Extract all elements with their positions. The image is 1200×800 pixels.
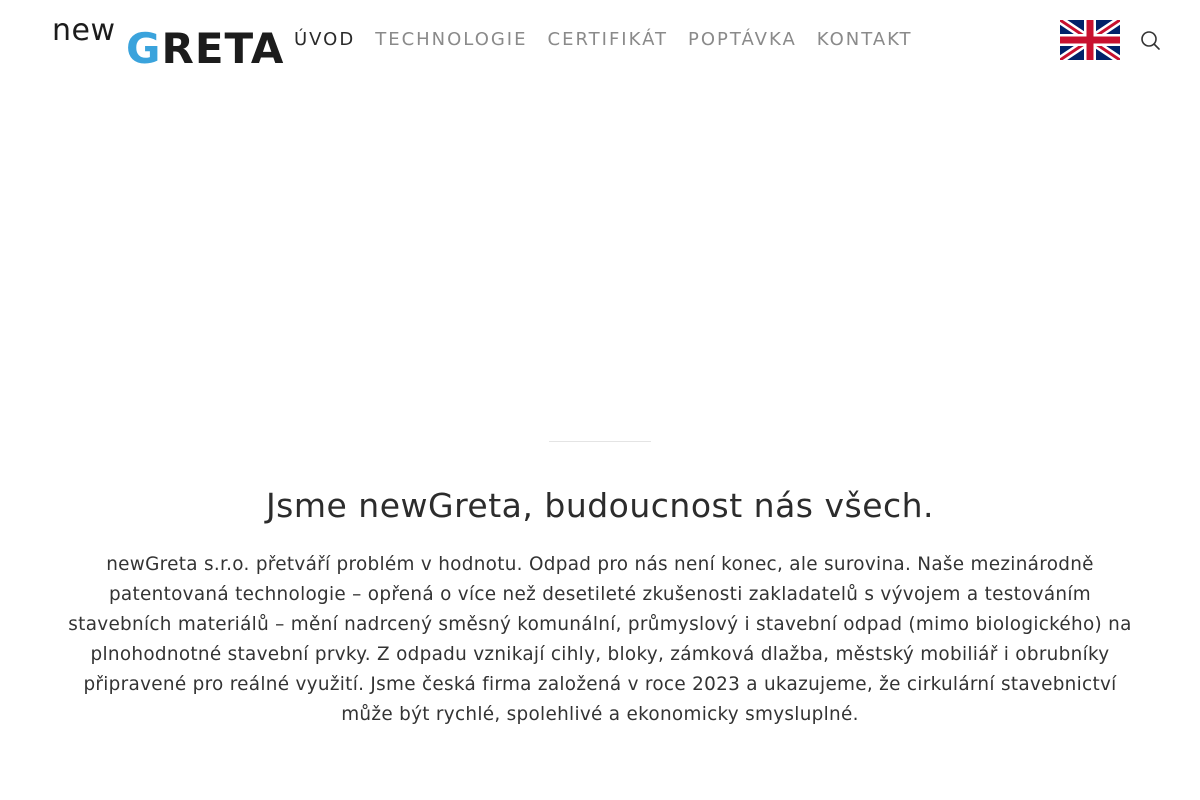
site-header — [0, 0, 1200, 80]
intro-paragraph: newGreta s.r.o. přetváří problém v hodnotu. Odpad pro nás není konec, ale surovina. Naše mezinárodně patentovaná technologie – opřená o více než desetileté zkušenosti zakladatelů s vývojem a testováním stavebních materiálů – mění nadrcený směsný komunální, průmyslový i stavební odpad (mimo biologického) na plnohodnotné stavební prvky. Z odpadu vznikají cihly, bloky, zámková dlažba, městský mobiliář i obrubníky připravené pro reálné využití. Jsme česká firma založená v roce 2023 a ukazujeme, že cirkulární stavebnictví může být rychlé, spolehlivé a ekonomicky smysluplné. — [68, 554, 1132, 725]
section-divider — [549, 441, 651, 442]
logo-greta-rest: RETA — [161, 24, 285, 73]
nav-item-poptavka[interactable]: POPTÁVKA — [688, 29, 797, 50]
logo-g-letter: G — [126, 24, 162, 73]
logo-greta-text — [126, 25, 284, 73]
main-navigation — [294, 28, 933, 52]
nav-item-technologie[interactable]: TECHNOLOGIE — [375, 29, 528, 50]
search-icon[interactable] — [1139, 29, 1161, 51]
logo-new-text: new — [52, 13, 116, 48]
nav-item-uvod[interactable]: ÚVOD — [294, 29, 356, 50]
site-logo[interactable] — [50, 13, 285, 73]
nav-item-kontakt[interactable]: KONTAKT — [816, 29, 913, 50]
page-headline: Jsme newGreta, budoucnost nás všech. — [265, 486, 935, 525]
uk-flag-icon[interactable] — [1060, 20, 1120, 60]
nav-item-certifikat[interactable]: CERTIFIKÁT — [547, 29, 669, 50]
